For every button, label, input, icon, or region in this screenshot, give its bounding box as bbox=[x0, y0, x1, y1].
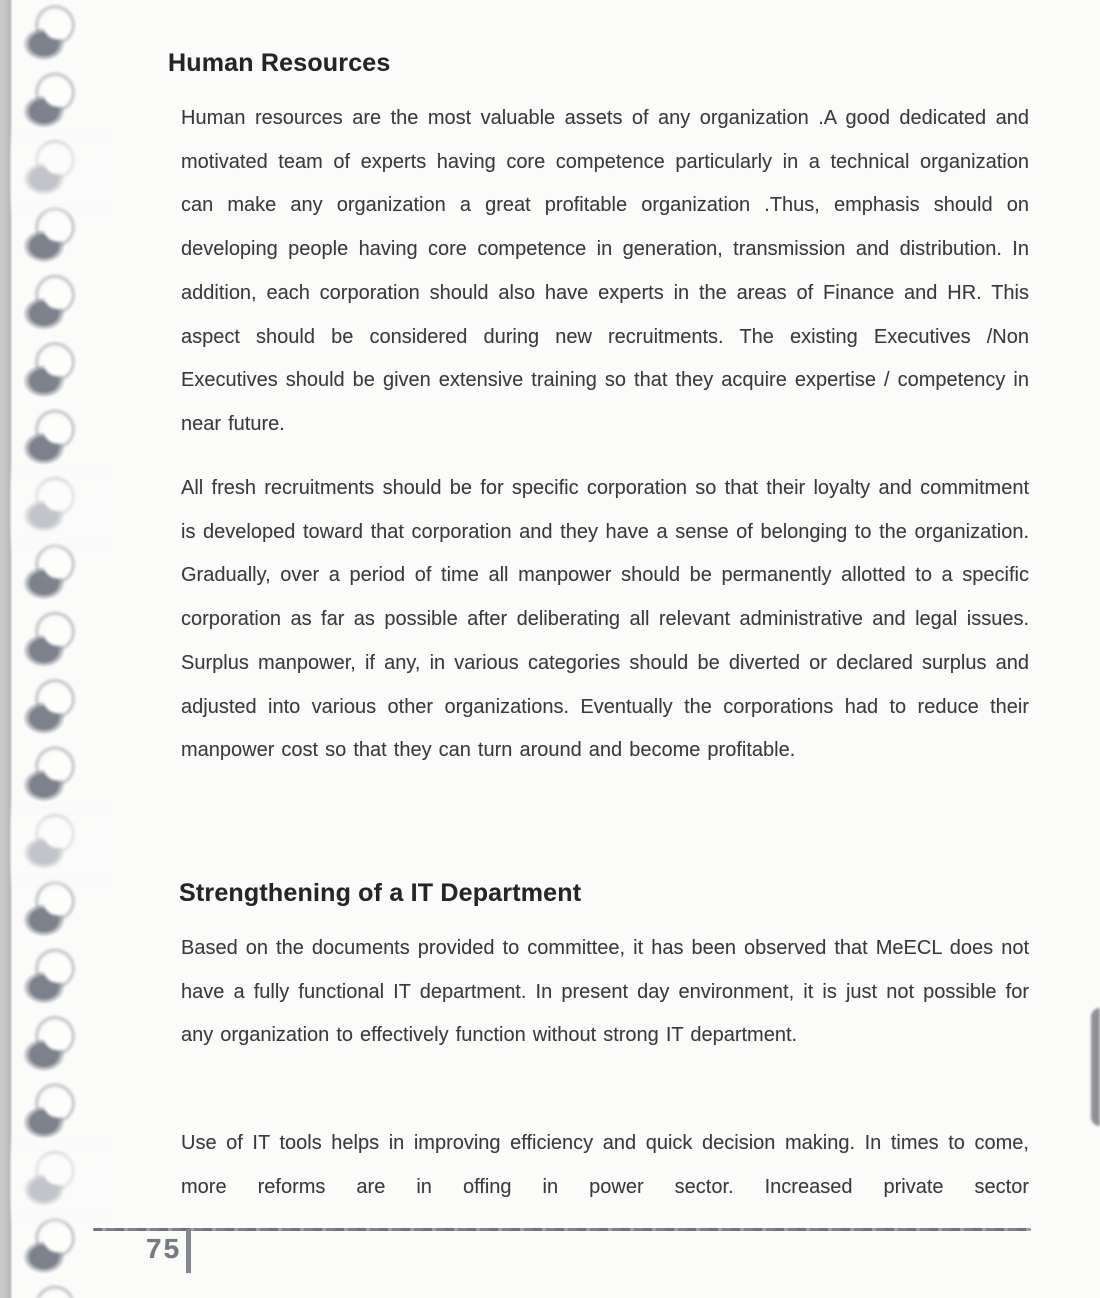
page-number-divider bbox=[186, 1229, 191, 1273]
paragraph-it-department-1: Based on the documents provided to committee, it has been observed that MeECL does not have a fully functional IT department. In present day environment, it is just not possible for any organization to effectively function without strong IT department. bbox=[181, 937, 1029, 1047]
paragraph-human-resources-1: Human resources are the most valuable assets of any organization .A good dedicated and motivated team of experts having core competence particularly in a technical organization can make any organization a great profitable organization .Thus, emphasis should on developing people having core competence in generation, transmission and distribution. In addition, each corporation should also have experts in the areas of Finance and HR. This aspect should be considered during new recruitments. The existing Executives /Non Executives should be given extensive training so that they acquire expertise / competency in near future. bbox=[181, 107, 1029, 435]
section-heading-it-department: Strengthening of a IT Department bbox=[179, 879, 582, 907]
spiral-binding-marks bbox=[10, 0, 110, 1298]
scan-edge-artifact bbox=[1091, 1008, 1100, 1126]
section-heading-human-resources: Human Resources bbox=[168, 49, 391, 77]
paragraph-human-resources-2: All fresh recruitments should be for specific corporation so that their loyalty and commitment is developed toward that corporation and they have a sense of belonging to the organization. Gradually, over a period of time all manpower should be permanently allotted to a specific corporation as far as possible after deliberating all relevant administrative and legal issues. Surplus manpower, if any, in various categories should be diverted or declared surplus and adjusted into various other organizations. Eventually the corporations had to reduce their manpower cost so that they can turn around and become profitable. bbox=[181, 477, 1029, 762]
paragraph-it-department-2: Use of IT tools helps in improving efficiency and quick decision making. In times to come, more reforms are in offing in power sector. Increased private sector bbox=[181, 1132, 1029, 1198]
footer-rule bbox=[93, 1228, 1031, 1231]
page-number: 75 bbox=[146, 1233, 182, 1264]
